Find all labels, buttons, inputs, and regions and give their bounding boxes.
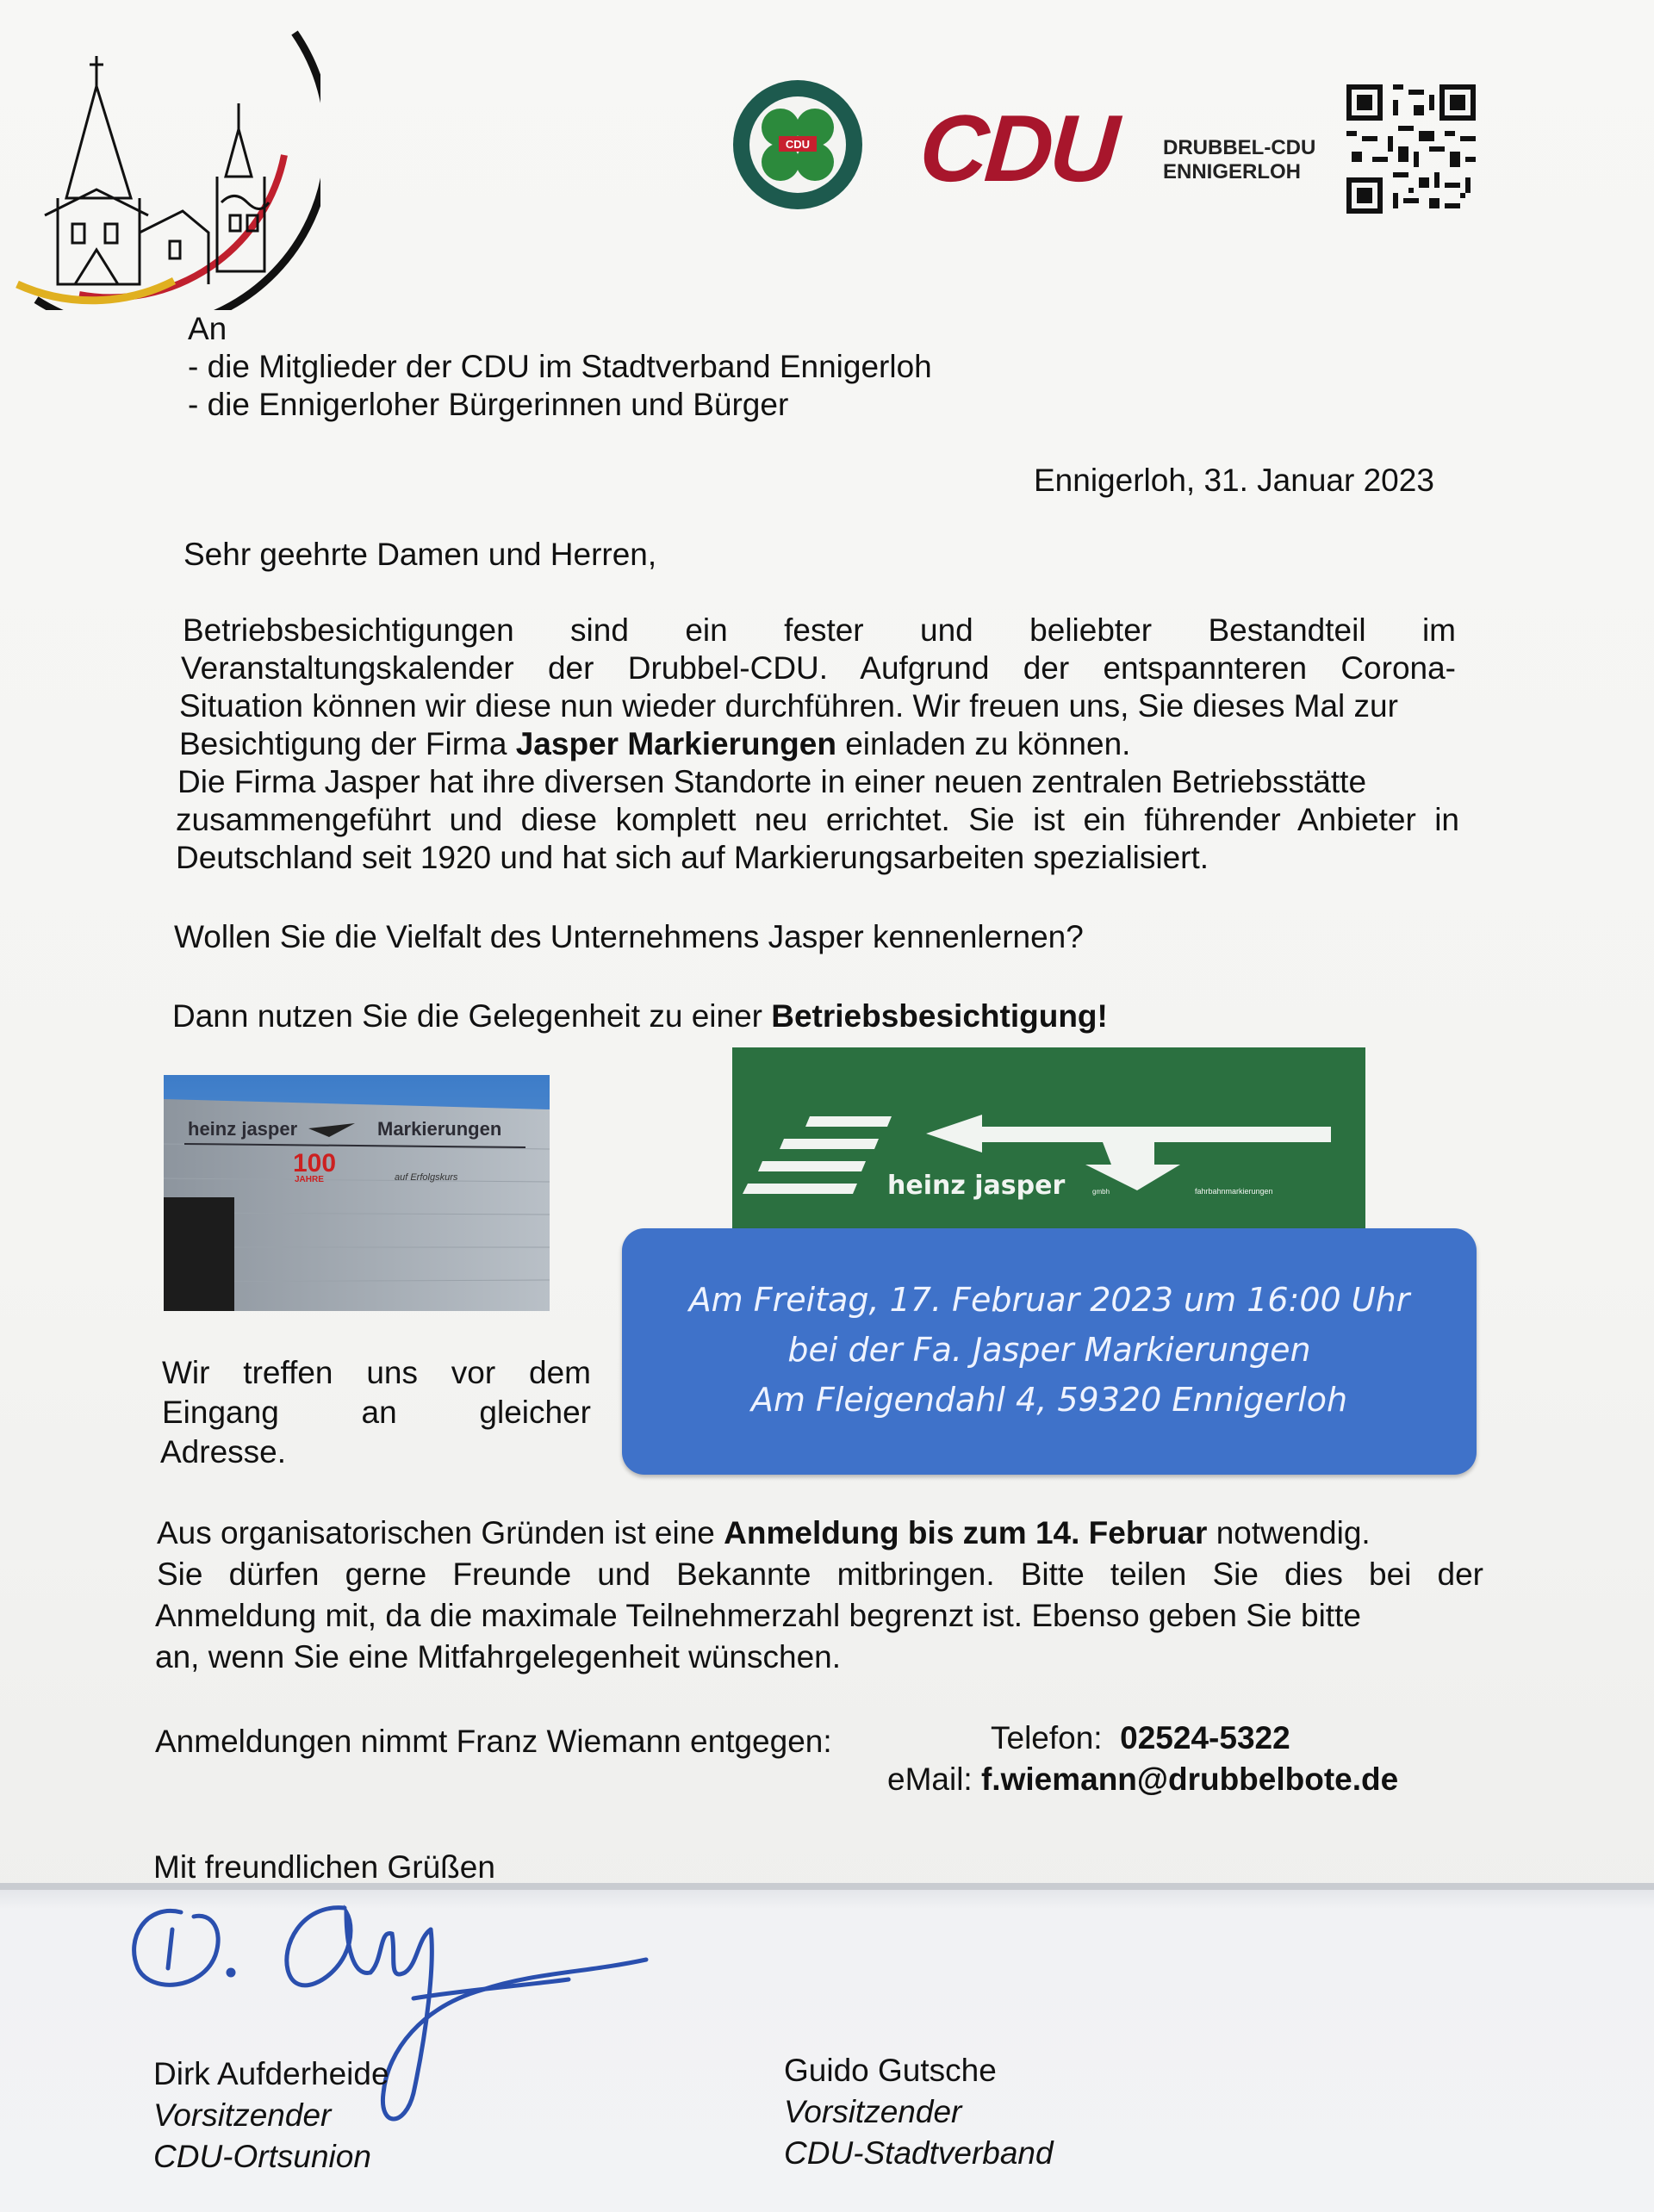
phone-number[interactable]: 02524-5322 — [1120, 1720, 1290, 1755]
recipient-line-2: - die Ennigerloher Bürgerinnen und Bürger — [188, 387, 789, 422]
closing: Mit freundlichen Grüßen — [153, 1849, 495, 1885]
meeting-line-3: Adresse. — [160, 1434, 287, 1469]
recipient-to: An — [188, 311, 227, 346]
event-line-1 — [622, 1278, 1477, 1321]
cta-bold: Betriebsbesichtigung! — [771, 998, 1108, 1034]
building-sign-left: heinz jasper — [188, 1118, 298, 1140]
jasper-banner-gmbh: gmbh — [1092, 1188, 1110, 1196]
body-line-2: Veranstaltungskalender der Drubbel-CDU. Aufgrund der entspannteren Corona- — [181, 650, 1456, 686]
event-line-1-mid: um — [1172, 1281, 1247, 1319]
building-badge-sub: JAHRE — [295, 1175, 324, 1184]
signatory-2-name: Guido Gutsche — [784, 2053, 997, 2088]
contact-email-row — [887, 1761, 1398, 1799]
registration-line-1 — [157, 1514, 1483, 1552]
recipient-line-1: - die Mitglieder der CDU im Stadtverband Ennigerloh — [188, 349, 932, 384]
event-time: 16:00 Uhr — [1247, 1281, 1410, 1319]
event-details-box — [622, 1228, 1477, 1475]
contact-intro: Anmeldungen nimmt Franz Wiemann entgegen: — [155, 1724, 832, 1759]
jasper-banner-name: heinz jasper — [887, 1171, 1066, 1201]
signatory-1-role: Vorsitzender — [153, 2097, 332, 2133]
signatory-1-name: Dirk Aufderheide — [153, 2056, 389, 2091]
cta-line — [172, 997, 1108, 1035]
body-line-7: Deutschland seit 1920 und hat sich auf Markierungsarbeiten spezialisiert. — [176, 840, 1209, 875]
jasper-banner — [732, 1047, 1365, 1230]
body-line-6: zusammengeführt und diese komplett neu errichtet. Sie ist ein führender Anbieter in — [176, 802, 1459, 837]
signatory-1-org: CDU-Ortsunion — [153, 2139, 371, 2174]
body-line-3: Situation können wir diese nun wieder durchführen. Wir freuen uns, Sie dieses Mal zur — [179, 688, 1398, 724]
date-line: Ennigerloh, 31. Januar 2023 — [1034, 463, 1434, 498]
body-line-4-pre: Besichtigung der Firma — [179, 726, 516, 761]
jasper-banner-tagline: fahrbahnmarkierungen — [1195, 1187, 1273, 1196]
qr-code[interactable] — [1346, 84, 1476, 214]
club-logo-text: CDU — [785, 138, 811, 151]
building-badge: 100 — [293, 1149, 337, 1177]
event-line-2: bei der Fa. Jasper Markierungen — [787, 1331, 1311, 1369]
meeting-line-1: Wir treffen uns vor dem — [162, 1355, 591, 1390]
registration-line-1-pre: Aus organisatorischen Gründen ist eine — [157, 1515, 724, 1550]
body-line-4 — [179, 725, 1130, 763]
event-address: Am Fleigendahl 4, 59320 Ennigerloh — [750, 1381, 1348, 1419]
cdu-wordmark: CDU — [916, 96, 1119, 202]
building-photo — [164, 1075, 550, 1311]
email-label: eMail: — [887, 1762, 973, 1797]
building-sign-right: Markierungen — [377, 1118, 502, 1140]
cta-pre: Dann nutzen Sie die Gelegenheit zu einer — [172, 998, 772, 1034]
salutation: Sehr geehrte Damen und Herren, — [183, 537, 657, 572]
signatory-2-role: Vorsitzender — [784, 2094, 962, 2129]
email-address[interactable]: f.wiemann@drubbelbote.de — [980, 1762, 1399, 1797]
town-sketch-logo — [10, 26, 320, 310]
contact-phone-row — [991, 1719, 1290, 1757]
event-line-1-pre: Am — [688, 1281, 754, 1319]
cdu-subtitle — [1163, 136, 1315, 184]
registration-line-3: Anmeldung mit, da die maximale Teilnehmerzahl begrenzt ist. Ebenso geben Sie bitte — [155, 1598, 1361, 1633]
body-line-4-post: einladen zu können. — [836, 726, 1131, 761]
phone-label: Telefon: — [991, 1720, 1103, 1755]
question-line: Wollen Sie die Vielfalt des Unternehmens Jasper kennenlernen? — [174, 919, 1084, 954]
registration-line-1-post: notwendig. — [1207, 1515, 1371, 1550]
body-line-5: Die Firma Jasper hat ihre diversen Standorte in einer neuen zentralen Betriebsstätte — [177, 764, 1367, 799]
building-slogan: auf Erfolgskurs — [395, 1172, 458, 1183]
registration-line-4: an, wenn Sie eine Mitfahrgelegenheit wünschen. — [155, 1639, 842, 1675]
cdu-subtitle-line2: ENNIGERLOH — [1163, 160, 1302, 183]
event-date: Freitag, 17. Februar 2023 — [753, 1281, 1173, 1319]
signatory-2-org: CDU-Stadtverband — [784, 2135, 1054, 2171]
registration-deadline: Anmeldung bis zum 14. Februar — [724, 1515, 1208, 1550]
body-line-1: Betriebsbesichtigungen sind ein fester und beliebter Bestandteil im — [183, 612, 1456, 648]
cdu-subtitle-line1: DRUBBEL-CDU — [1163, 136, 1316, 159]
company-name: Jasper Markierungen — [515, 726, 836, 761]
clover-club-logo — [731, 78, 865, 212]
meeting-line-2: Eingang an gleicher — [162, 1395, 591, 1430]
registration-line-2: Sie dürfen gerne Freunde und Bekannte mitbringen. Bitte teilen Sie dies bei der — [157, 1556, 1483, 1592]
